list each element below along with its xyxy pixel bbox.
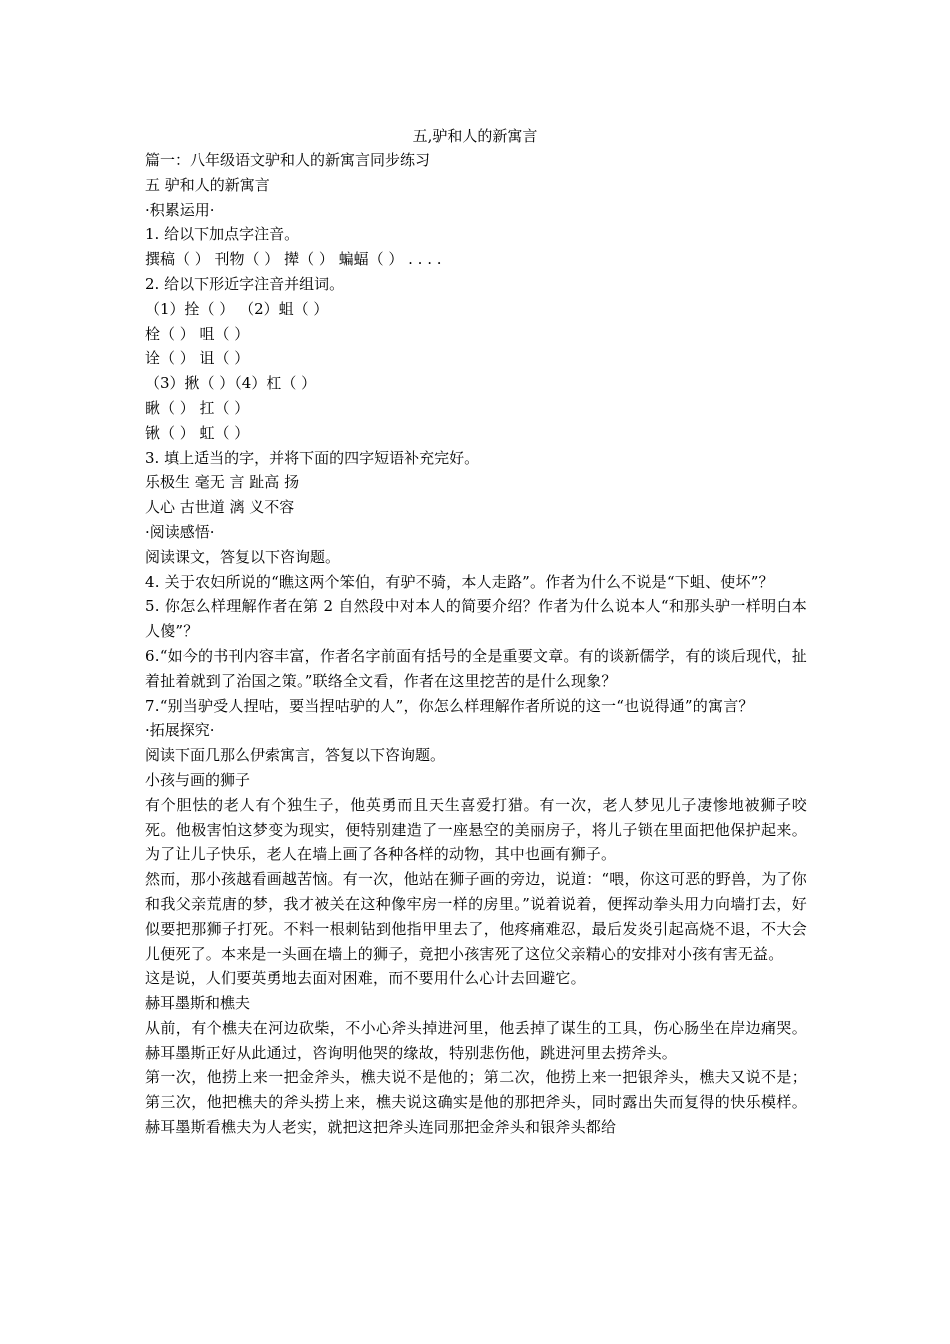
text-line: 撰稿（ ） 刊物（ ） 撵（ ） 蝙蝠（ ） . . . .: [145, 250, 442, 269]
text-line: 五 驴和人的新寓言: [145, 175, 270, 194]
story-paragraph: 这是说，人们要英勇地去面对困难，而不要用什么心计去回避它。: [145, 969, 586, 988]
section-heading: ·拓展探究·: [145, 721, 215, 740]
section-heading: ·阅读感悟·: [145, 522, 215, 541]
document-title: 五,驴和人的新寓言: [412, 127, 538, 145]
text-line: 阅读下面几那么伊索寓言，答复以下咨询题。: [145, 746, 446, 765]
question: 3. 填上适当的字，并将下面的四字短语补充完好。: [145, 448, 480, 467]
text-line: （3）揪（ ）（4）杠（ ）: [145, 374, 317, 393]
question: 4. 关于农妇所说的“瞧这两个笨伯，有驴不骑，本人走路”。作者为什么不说是“下蛆、使坏”？: [145, 572, 774, 591]
document-body: [145, 148, 807, 1140]
text-line: 瞅（ ） 扛（ ）: [145, 398, 250, 417]
text-line: 乐极生 毫无 言 趾高 扬: [145, 473, 300, 492]
story-paragraph: 从前，有个樵夫在河边砍柴，不小心斧头掉进河里，他丢掉了谋生的工具，伤心肠坐在岸边痛哭。赫耳墨斯正好从此通过，咨询明他哭的缘故，特别悲伤他，跳进河里去捞斧头。: [145, 1018, 807, 1062]
story-paragraph: 然而，那小孩越看画越苦恼。有一次，他站在狮子画的旁边，说道：“喂，你这可恶的野兽，为了你和我父亲荒唐的梦，我才被关在这种像牢房一样的房里。”说着说着，便挥动拳头用力向墙打去，好似要把那狮子打死。不料一根刺钻到他指甲里去了，他疼痛难忍，最后发炎引起高烧不退，不大会儿便死了。本来是一头画在墙上的狮子，竟把小孩害死了这位父亲精心的安排对小孩有害无益。: [145, 870, 807, 963]
text-line: 篇一：八年级语文驴和人的新寓言同步练习: [145, 151, 431, 169]
story-paragraph: 第一次，他捞上来一把金斧头，樵夫说不是他的；第二次，他捞上来一把银斧头，樵夫又说不是；第三次，他把樵夫的斧头捞上来，樵夫说这确实是他的那把斧头，同时露出失而复得的快乐模样。赫耳墨斯看樵夫为人老实，就把这把斧头连同那把金斧头和银斧头都给: [145, 1068, 807, 1137]
text-line: 锹（ ） 虹（ ）: [145, 423, 250, 442]
text-line: 诠（ ） 诅（ ）: [145, 349, 250, 368]
text-line: 栓（ ） 咀（ ）: [145, 324, 250, 343]
question: 6.“如今的书刊内容丰富，作者名字前面有括号的全是重要文章。有的谈新儒学，有的谈后现代，扯着扯着就到了治国之策。”联络全文看，作者在这里挖苦的是什么现象？: [145, 646, 807, 690]
question: 7.“别当驴受人捏咕，要当捏咕驴的人”，你怎么样理解作者所说的这一“也说得通”的寓言？: [145, 696, 754, 715]
story-paragraph: 有个胆怯的老人有个独生子，他英勇而且天生喜爱打猎。有一次，老人梦见儿子凄惨地被狮子咬死。他极害怕这梦变为现实，便特别建造了一座悬空的美丽房子，将儿子锁在里面把他保护起来。为了让儿子快乐，老人在墙上画了各种各样的动物，其中也画有狮子。: [145, 795, 807, 864]
question: 1. 给以下加点字注音。: [145, 225, 300, 244]
text-line: 人心 古世道 漓 义不容: [145, 498, 295, 517]
question: 5. 你怎么样理解作者在第 2 自然段中对本人的简要介绍？作者为什么说本人“和那头驴一样明白本人傻”？: [145, 597, 807, 641]
text-line: 阅读课文，答复以下咨询题。: [145, 547, 341, 566]
story-title: 赫耳墨斯和樵夫: [145, 994, 251, 1013]
story-title: 小孩与画的狮子: [145, 770, 251, 789]
question: 2. 给以下形近字注音并组词。: [145, 274, 345, 293]
section-heading: ·积累运用·: [145, 200, 215, 219]
text-line: （1）拴（ ） （2）蛆（ ）: [145, 299, 329, 318]
